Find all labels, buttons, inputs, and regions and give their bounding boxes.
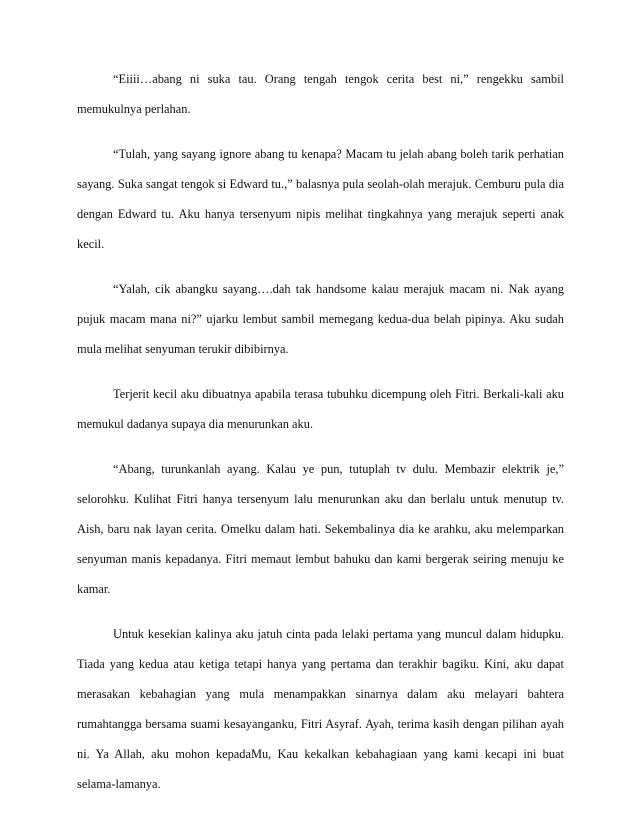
paragraph: Untuk kesekian kalinya aku jatuh cinta pada lelaki pertama yang muncul dalam hidupku. Tiada yang kedua atau ketiga tetapi hanya yang pertama dan terakhir bagiku. Kini, aku dapat merasakan kebahagian yang mula menampakkan sinarnya dalam aku melayari bahtera rumahtangga bersama suami kesayanganku, Fitri Asyraf. Ayah, terima kasih dengan pilihan ayah ni. Ya Allah, aku mohon kepadaMu, Kau kekalkan kebahagiaan yang kami kecapi ini buat selama-lamanya. [77, 627, 564, 791]
paragraph: “Yalah, cik abangku sayang….dah tak handsome kalau merajuk macam ni. Nak ayang pujuk macam mana ni?” ujarku lembut sambil memegang kedua-dua belah pipinya. Aku sudah mula melihat senyuman terukir dibibirnya. [77, 282, 564, 356]
paragraph: “Eiiii…abang ni suka tau. Orang tengah tengok cerita best ni,” rengekku sambil memukulnya perlahan. [77, 72, 564, 116]
paragraph: Terjerit kecil aku dibuatnya apabila terasa tubuhku dicempung oleh Fitri. Berkali-kali aku memukul dadanya supaya dia menurunkan aku. [77, 387, 564, 431]
paragraph: “Tulah, yang sayang ignore abang tu kenapa? Macam tu jelah abang boleh tarik perhatian sayang. Suka sangat tengok si Edward tu.,” balasnya pula seolah-olah merajuk. Cemburu pula dia dengan Edward tu. Aku hanya tersenyum nipis melihat tingkahnya yang merajuk seperti anak kecil. [77, 147, 564, 251]
document-body [77, 64, 564, 814]
paragraph: “Abang, turunkanlah ayang. Kalau ye pun, tutuplah tv dulu. Membazir elektrik je,” selorohku. Kulihat Fitri hanya tersenyum lalu menurunkan aku dan berlalu untuk menutup tv. Aish, baru nak layan cerita. Omelku dalam hati. Sekembalinya dia ke arahku, aku melemparkan senyuman manis kepadanya. Fitri memaut lembut bahuku dan kami bergerak seiring menuju ke kamar. [77, 462, 564, 596]
